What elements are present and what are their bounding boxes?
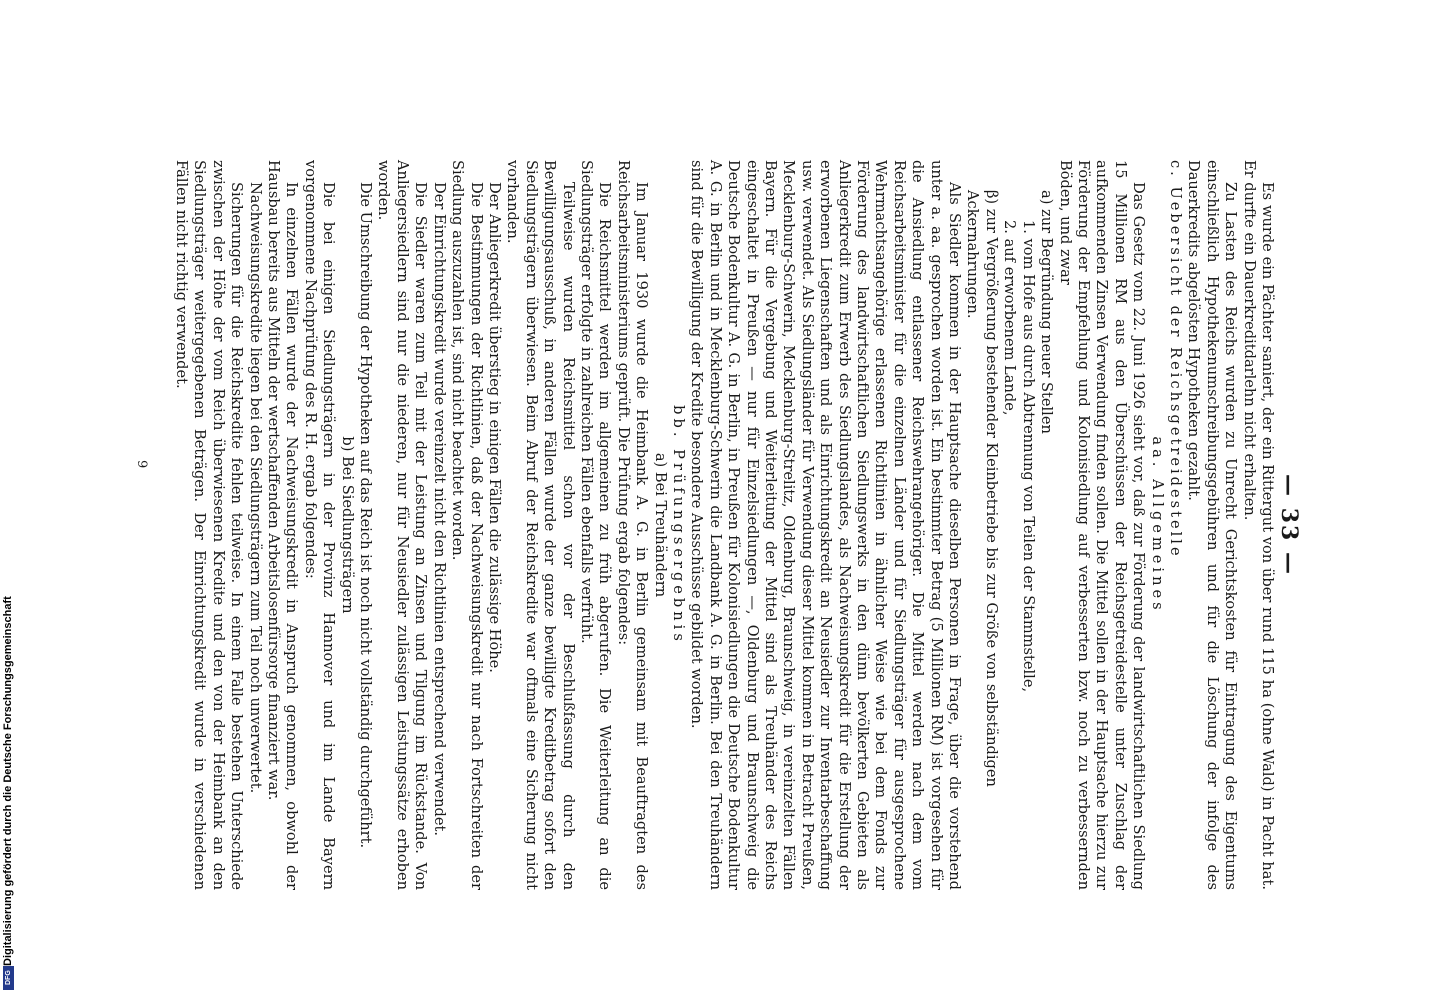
document-page [132,160,1302,890]
list-item: a) zur Begründung neuer Stellen [1038,190,1056,434]
paragraph: Die Bestimmungen der Richtlinien, daß der Nachweisungskredit nur nach Fortschreiten der Siedlung auszuzahlen ist, sind nicht beachtet worden. [449,160,485,890]
dfg-logo: DFG [3,966,14,990]
paragraph: Zu Lasten des Reichs wurden zu Unrecht Gerichtskosten für Eintragung des Eigentums einschließlich Hypothekenumschreibungsgebühren und für die Löschung der infolge des Dauerkredits abgelösten Hypotheken gezahlt. [1185,160,1240,890]
subsection-heading: aa. Allgemeines [1148,436,1166,614]
paragraph: Der Einrichtungskredit wurde vereinzelt nicht den Richtlinien entsprechend verwendet. [430,182,448,837]
subsection-heading: bb. Prüfungsergebnis [670,405,687,645]
paragraph: Die Siedler waren zum Teil mit der Leistung an Zinsen und Tilgung im Rückstande. Von Anliegersiedlern sind nur die niederen, nur für Neusiedler zulässigen Leistungssätze erhoben worden. [375,160,430,890]
digitization-note: Digitalisierung gefördert durch die Deutsche Forschungsgemeinschaft [2,596,14,966]
paragraph: Die Umschreibung der Hypotheken auf das Reich ist noch nicht vollständig durchgeführt. [357,182,375,849]
paragraph: In einzelnen Fällen wurde der Nachweisungskredit in Anspruch genommen, obwohl der Hausbau bereits aus Mitteln der wertschaffenden Arbeitslosenfürsorge finanziert war. [265,160,301,890]
paragraph: Die Reichsmittel werden im allgemeinen zu früh abgerufen. Die Weiterleitung an die Siedlungsträger erfolgte in zahlreichen Fällen ebenfalls verfrüht. [577,160,614,890]
paragraph: Nachweisungskredite liegen bei den Siedlungsträgern zum Teil noch unverwertet. [246,182,264,794]
list-item: 1. vom Hofe aus durch Abtrennung von Teilen der Stammstelle, [1019,220,1037,693]
sub-heading: b) Bei Siedlungsträgern [338,436,356,614]
paragraph: Teilweise wurden Reichsmittel schon vor der Beschlußfassung durch den Bewilligungsausschuß, in anderen Fällen wurde der ganze bewilligte Kreditbetrag sofort den Siedlungsträgern überwiesen. Beim Abruf der Reichskredite war oftmals eine Sicherung nicht vorhanden. [504,160,577,890]
paragraph: Im Januar 1930 wurde die Heimbank A. G. in Berlin gemeinsam mit Beauftragten des Reichsarbeitsministeriums geprüft. Die Prüfung ergab folgendes: [614,160,651,890]
paragraph: Der Anliegerkredit überstieg in einigen Fällen die zulässige Höhe. [485,182,503,673]
paragraph: Es wurde ein Pächter saniert, der ein Rittergut von über rund 115 ha (ohne Wald) in Pacht hat. Er durfte ein Dauerkreditdarlehn nicht erhalten. [1240,160,1276,890]
list-item: 2. auf erworbenem Lande, [1001,220,1019,416]
page-number: — 33 — [1276,474,1302,576]
paragraph: Die bei einigen Siedlungsträgern in der Provinz Hannover und im Lande Bayern vorgenommene Nachprüfung des R. H. ergab folgendes: [301,160,338,890]
paragraph: Sicherungen für die Reichskredite fehlen teilweise. In einem Falle bestehen Unterschiede zwischen der Höhe der vom Reich überwiesenen Kredite und den von der Heimbank an den Siedlungsträger weitergegebenen Beträgen. Der Einrichtungskredit wurde in verschiedenen Fällen nicht richtig verwendet. [173,160,246,890]
signature-mark: 9 [134,460,150,469]
sub-heading: a) Bei Treuhändern [651,452,669,598]
list-item: β) zur Vergrößerung bestehender Kleinbetriebe bis zur Größe von selbständigen Ackernahrungen. [964,190,1000,787]
paragraph: Als Siedler kommen in der Hauptsache dieselben Personen in Frage, über die vorstehend unter a. aa. gesprochen worden ist. Ein bestimmter Betrag (5 Millionen RM) ist vorgesehen für die Ansiedlung entlassener Reichswehrangehöriger. Die Mittel werden nach dem vom Reichsarbeitsminister für die einzelnen Länder und für Siedlungsträger für ausgesprochene Wehrmachtsangehörige erlassenen Richtlinien in ähnlicher Weise wie bei dem Fonds zur Förderung des landwirtschaftlichen Siedlungswerks in den dünn bevölkerten Gebieten als Anliegerkredit zum Erwerb des Siedlungslandes, als Nachweisungskredit für die Erstellung der erworbenen Liegenschaften und als Einrichtungskredit an Neusiedler zur Inventarbeschaffung usw. verwendet. Als Siedlungsländer für Verwendung dieser Mittel kommen in Betracht Preußen, Mecklenburg-Schwerin, Mecklenburg-Strelitz, Oldenburg, Braunschweig, in vereinzelten Fällen Bayern. Für die Vergebung und Weiterleitung der Mittel sind als Treuhänder des Reichs eingeschaltet in Preußen — nur für Einzelsiedlungen —, Oldenburg und Braunschweig die Deutsche Bodenkultur A. G. in Berlin, in Preußen für Kolonisiedlungen die Deutsche Bodenkultur A. G. in Berlin und in Mecklenburg-Schwerin die Landbank A. G. in Berlin. Bei den Treuhändern sind für die Bewilligung der Kredite besondere Ausschüsse gebildet worden. [688,160,964,890]
paragraph: Das Gesetz vom 22. Juni 1926 sieht vor, daß zur Förderung der landwirtschaftlichen Siedlung 15 Millionen RM aus den Überschüssen der Reichsgetreidestelle unter Zuschlag der aufkommenden Zinsen Verwendung finden sollen. Die Mittel sollen in der Hauptsache hierzu zur Förderung der Empfehlung und Kolonisiedlung auf verbesserten bzw. noch zu verbessernden Böden, und zwar [1056,160,1148,890]
section-heading: c. Uebersicht der Reichsgetreidestelle [1166,160,1184,559]
